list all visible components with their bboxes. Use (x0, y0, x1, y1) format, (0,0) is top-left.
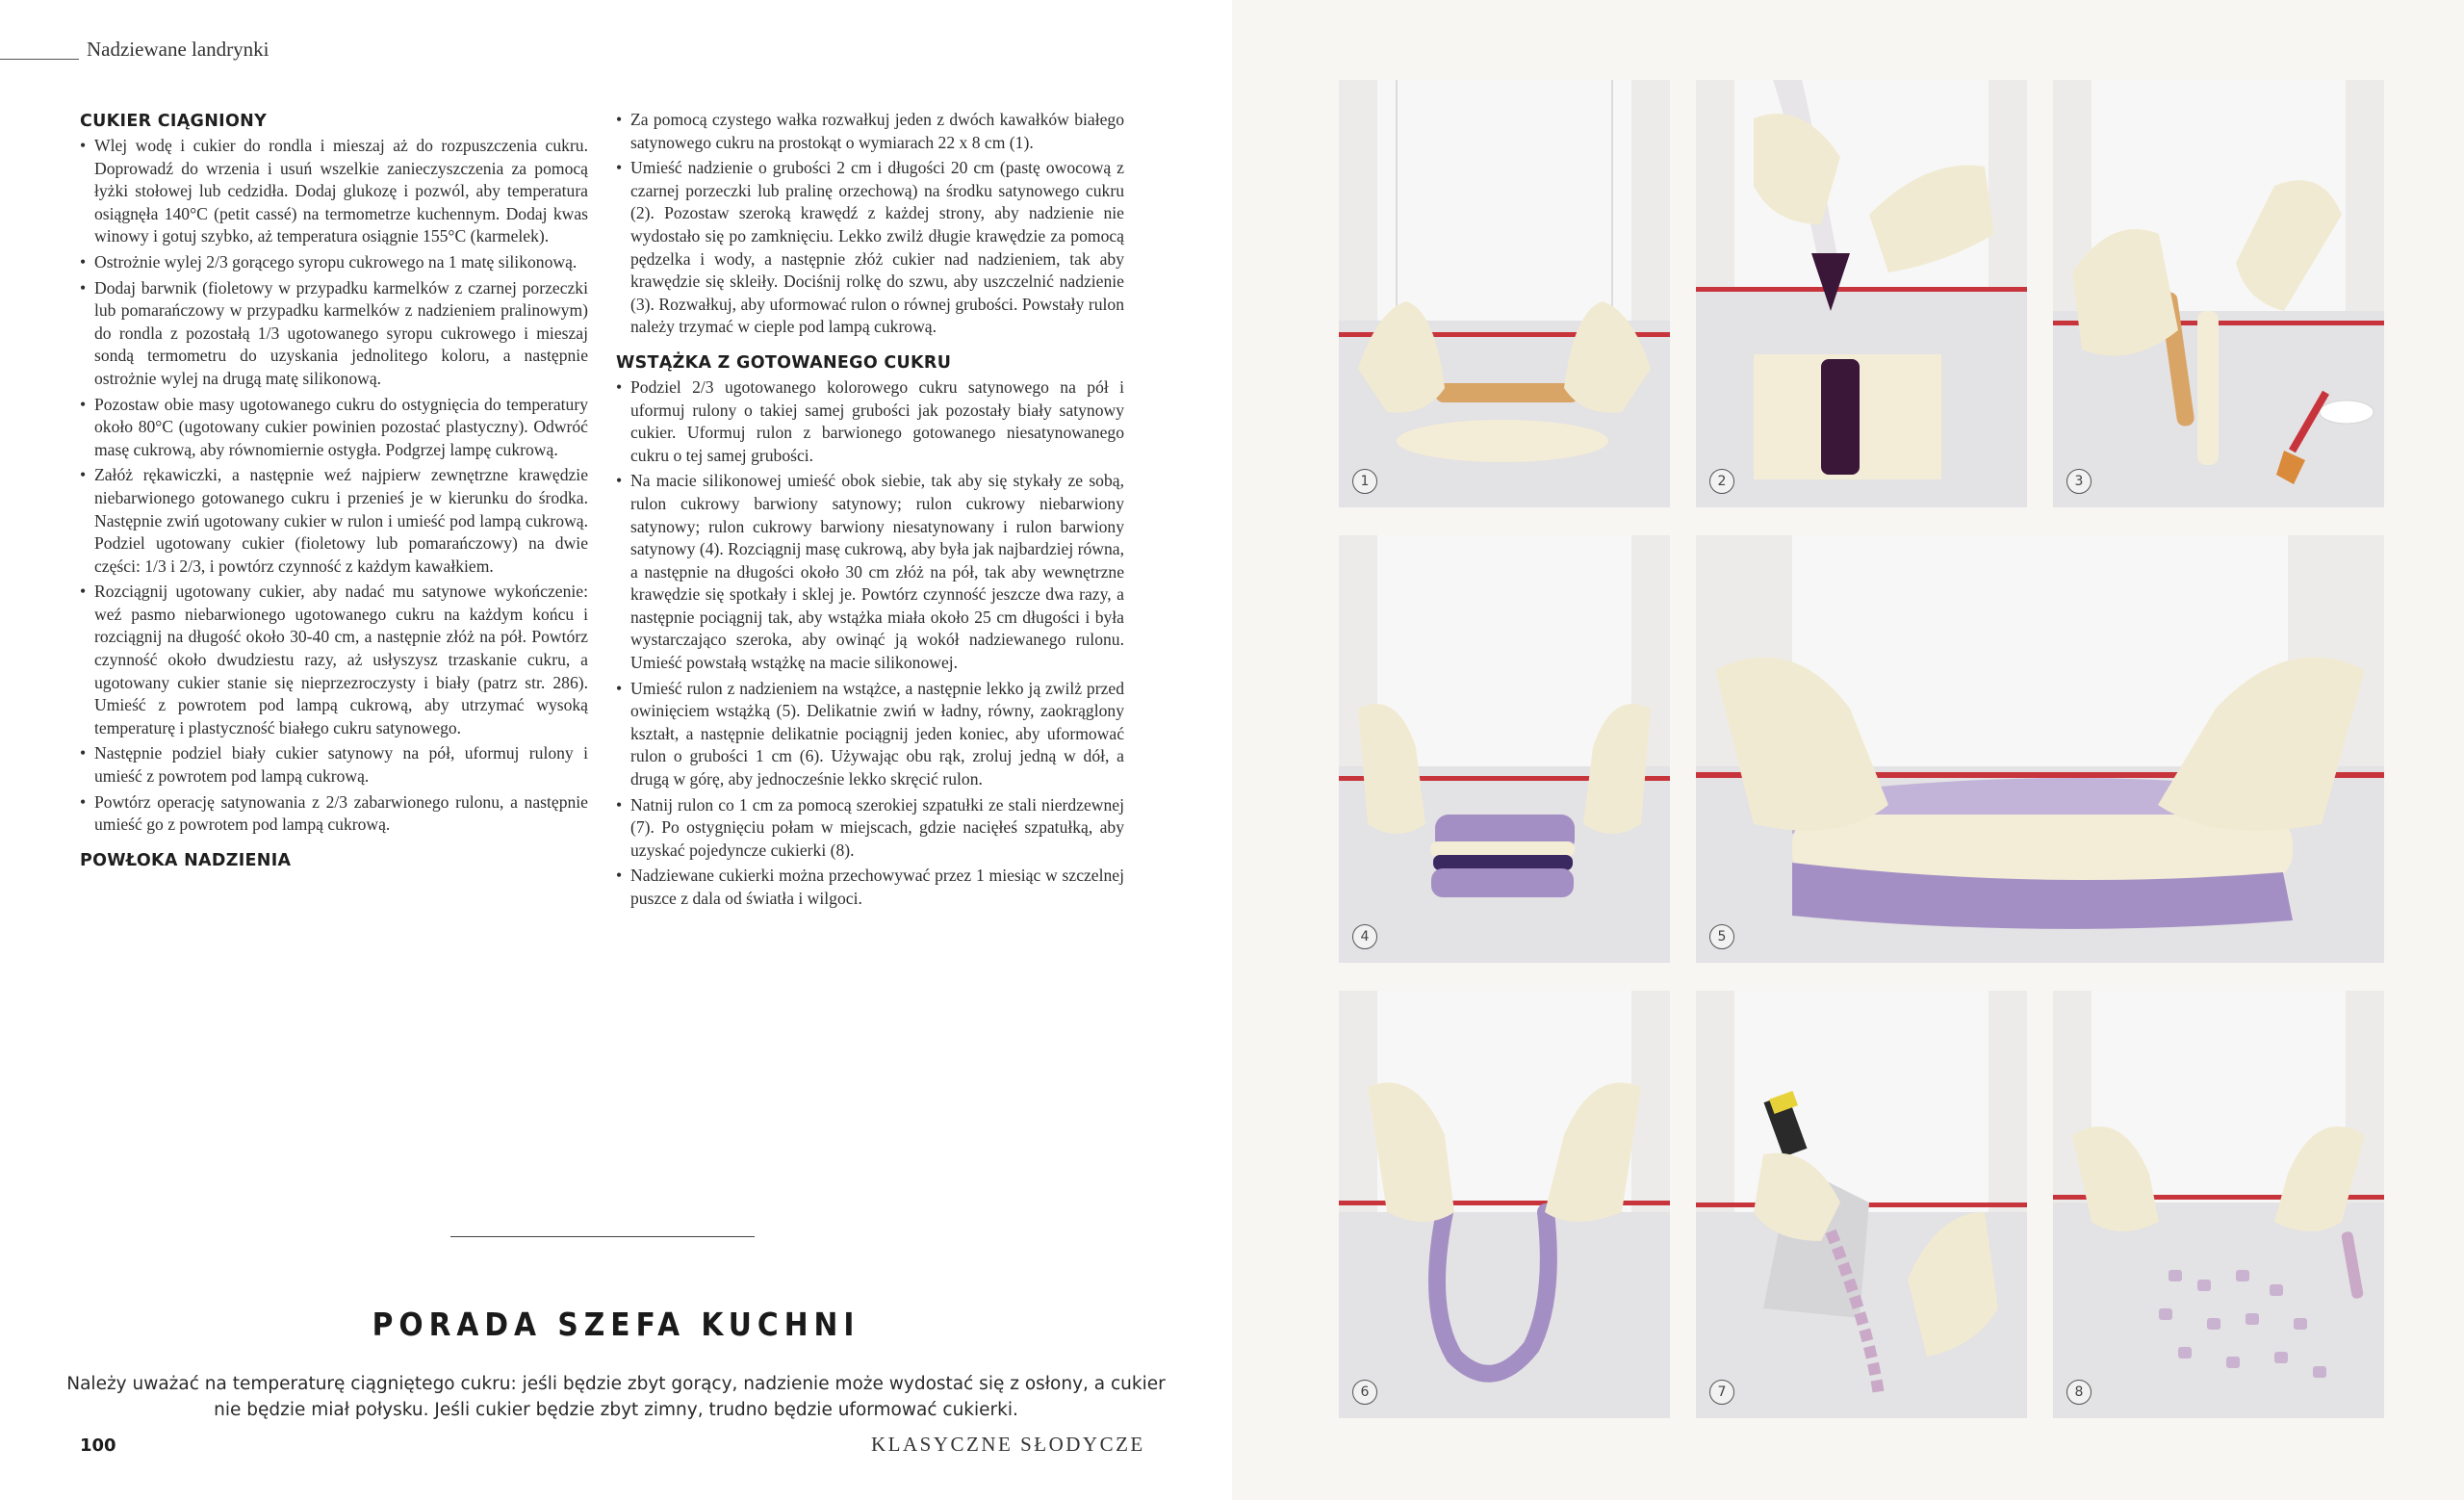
step-item: • Nadziewane cukierki można przechowywać przez 1 miesiąc w szczelnej puszce z dala od światła i wilgoci. (616, 865, 1124, 910)
chapter-title: Nadziewane landrynki (87, 38, 270, 61)
header-rule (0, 59, 79, 60)
step-item: • Następnie podziel biały cukier satynowy na pół, uformuj rulony i umieść z powrotem pod lampą cukrową. (80, 742, 588, 788)
step-photo-8 (2053, 991, 2384, 1418)
step-photo-7 (1696, 991, 2027, 1418)
tip-title: PORADA SZEFA KUCHNI (372, 1306, 860, 1343)
step-photo-2 (1696, 80, 2027, 507)
text-column-1 (80, 109, 588, 874)
step-item: • Wlej wodę i cukier do rondla i mieszaj aż do rozpuszczenia cukru. Doprowadź do wrzenia i usuń wszelkie zanieczyszczenia za pomocą łyżki stołowej lub cedzidła. Dodaj glukozę i pozwól, aby temperatura osiągnęła 140°C (petit cassé) na termometrze kuchennym. Dodaj kwas winowy i gotuj szybko, aż temperatura osiągnie 155°C (karmelek). (80, 135, 588, 248)
step-number-badge: 2 (1709, 469, 1734, 494)
step-item: • Za pomocą czystego wałka rozwałkuj jeden z dwóch kawałków białego satynowego cukru na prostokąt o wymiarach 22 x 8 cm (1). (616, 109, 1124, 154)
tip-text: Należy uważać na temperaturę ciągniętego cukru: jeśli będzie zbyt gorący, nadzienie może wydostać się z osłony, a cukier nie będzie miał połysku. Jeśli cukier będzie zbyt zimny, trudno będzie uformować cukierki. (66, 1374, 1166, 1420)
step-item: • Podziel 2/3 ugotowanego kolorowego cukru satynowego na pół i uformuj rulony o takiej samej grubości jak pozostały biały satynowy cukier. Uformuj rulon z barwionego gotowanego niesatynowanego cukru o tej samej grubości. (616, 376, 1124, 467)
step-photo-5-image (1696, 535, 2384, 963)
step-photo-3-image (2053, 80, 2384, 507)
step-photo-6-image (1339, 991, 1670, 1418)
step-item: • Pozostaw obie masy ugotowanego cukru do ostygnięcia do temperatury około 80°C (ugotowany cukier powinien pozostać plastyczny). Odwróć masę cukrową, aby równomiernie ostygła. Podgrzej lampę cukrową. (80, 394, 588, 462)
step-photo-6 (1339, 991, 1670, 1418)
running-footer: KLASYCZNE SŁODYCZE (871, 1433, 1145, 1456)
steps-list (616, 376, 1124, 911)
step-item: • Załóż rękawiczki, a następnie weź najpierw zewnętrzne krawędzie niebarwionego gotowanego cukru i przenieś je w kierunku do środka. Następnie zwiń ugotowany cukier w rulon i umieść pod lampą cukrową. Podziel ugotowany cukier (fioletowy lub pomarańczowy) na dwie części: 1/3 i 2/3, i powtórz czynność z każdym kawałkiem. (80, 464, 588, 578)
step-photo-1-image (1339, 80, 1670, 507)
tip-divider (450, 1236, 755, 1237)
steps-list (616, 109, 1124, 339)
step-item: • Rozciągnij ugotowany cukier, aby nadać mu satynowe wykończenie: weź pasmo niebarwionego ugotowanego cukru na każdym końcu i rozciągnij na długość około 30-40 cm, a następnie złóż na pół. Powtórz czynność około dwudziestu razy, aż usłyszysz trzaskanie cukru, a ugotowany cukier stanie się nieprzezroczysty i biały (patrz str. 286). Umieść z powrotem pod lampą cukrową, aby utrzymać wysoką temperaturę i plastyczność białego cukru satynowego. (80, 581, 588, 739)
step-item: • Powtórz operację satynowania z 2/3 zabarwionego rulonu, a następnie umieść go z powrotem pod lampą cukrową. (80, 791, 588, 837)
step-item: • Umieść nadzienie o grubości 2 cm i długości 20 cm (pastę owocową z czarnej porzeczki lub pralinę orzechową) na środku satynowego cukru (2). Pozostaw szeroką krawędź z każdej strony, aby nadzienie nie wydostało się po zamknięciu. Lekko zwilż długie krawędzie za pomocą pędzelka i wody, a następnie złóż cukier nad nadzieniem, tak aby krawędzie się skleiły. Dociśnij rolkę do szwu, aby uszczelnić nadzienie (3). Rozwałkuj, aby uformować rulon o równej grubości. Powstały rulon należy trzymać w cieple pod lampą cukrową. (616, 157, 1124, 339)
step-item: • Na macie silikonowej umieść obok siebie, tak aby się stykały ze sobą, rulon cukrowy barwiony satynowy; rulon cukrowy niebarwiony satynowy; rulon cukrowy barwiony niesatynowany i rulon barwiony satynowy (4). Rozciągnij masę cukrową, aby była jak najbardziej równa, a następnie na długości około 30 cm złóż na pół, tak aby wewnętrzne krawędzie się spotkały i sklej je. Powtórz czynność jeszcze dwa razy, a następnie pociągnij tak, aby wstążka miała około 25 cm długości i była wystarczająco szeroka, aby owinąć ją wokół nadziewanego rulonu. Umieść powstałą wstążkę na macie silikonowej. (616, 470, 1124, 674)
step-number-badge: 7 (1709, 1380, 1734, 1405)
step-photo-3 (2053, 80, 2384, 507)
step-number-badge: 8 (2066, 1380, 2092, 1405)
step-photo-8-image (2053, 991, 2384, 1418)
section-heading: POWŁOKA NADZIENIA (80, 850, 292, 870)
step-item: • Natnij rulon co 1 cm za pomocą szerokiej szpatułki ze stali nierdzewnej (7). Po ostygnięciu połam w miejscach, gdzie nacięłeś szpatułką, aby uzyskać pojedyncze cukierki (8). (616, 794, 1124, 863)
step-item: • Umieść rulon z nadzieniem na wstążce, a następnie lekko ją zwilż przed owinięciem wstążką (5). Delikatnie zwiń w ładny, równy, zaokrąglony kształt, a następnie delikatnie pociągnij jeden koniec, aby uformować rulon o grubości 1 cm (6). Używając obu rąk, zroluj jedną w dół, a drugą w górę, aby jednocześnie lekko skręcić rulon. (616, 678, 1124, 791)
section-heading: CUKIER CIĄGNIONY (80, 112, 268, 131)
step-photo-1 (1339, 80, 1670, 507)
steps-list (80, 135, 588, 837)
right-page (1232, 0, 2464, 1500)
page-number: 100 (80, 1435, 116, 1456)
step-item: • Ostrożnie wylej 2/3 gorącego syropu cukrowego na 1 matę silikonową. (80, 251, 588, 274)
step-number-badge: 4 (1352, 924, 1377, 949)
step-photo-2-image (1696, 80, 2027, 507)
step-number-badge: 3 (2066, 469, 2092, 494)
step-number-badge: 5 (1709, 924, 1734, 949)
step-number-badge: 6 (1352, 1380, 1377, 1405)
step-item: • Dodaj barwnik (fioletowy w przypadku karmelków z czarnej porzeczki lub pomarańczowy w przypadku karmelków z nadzieniem pralinowym) do rondla z pozostałą 1/3 ugotowanego syropu cukrowego i mieszaj sondą termometru do uzyskania jednolitego koloru, a następnie ostrożnie wylej na drugą matę silikonową. (80, 277, 588, 391)
section-heading: WSTĄŻKA Z GOTOWANEGO CUKRU (616, 352, 952, 373)
text-column-2 (616, 109, 1124, 917)
step-photo-7-image (1696, 991, 2027, 1418)
step-photo-4 (1339, 535, 1670, 963)
step-number-badge: 1 (1352, 469, 1377, 494)
step-photo-5 (1696, 535, 2384, 963)
step-photo-4-image (1339, 535, 1670, 963)
